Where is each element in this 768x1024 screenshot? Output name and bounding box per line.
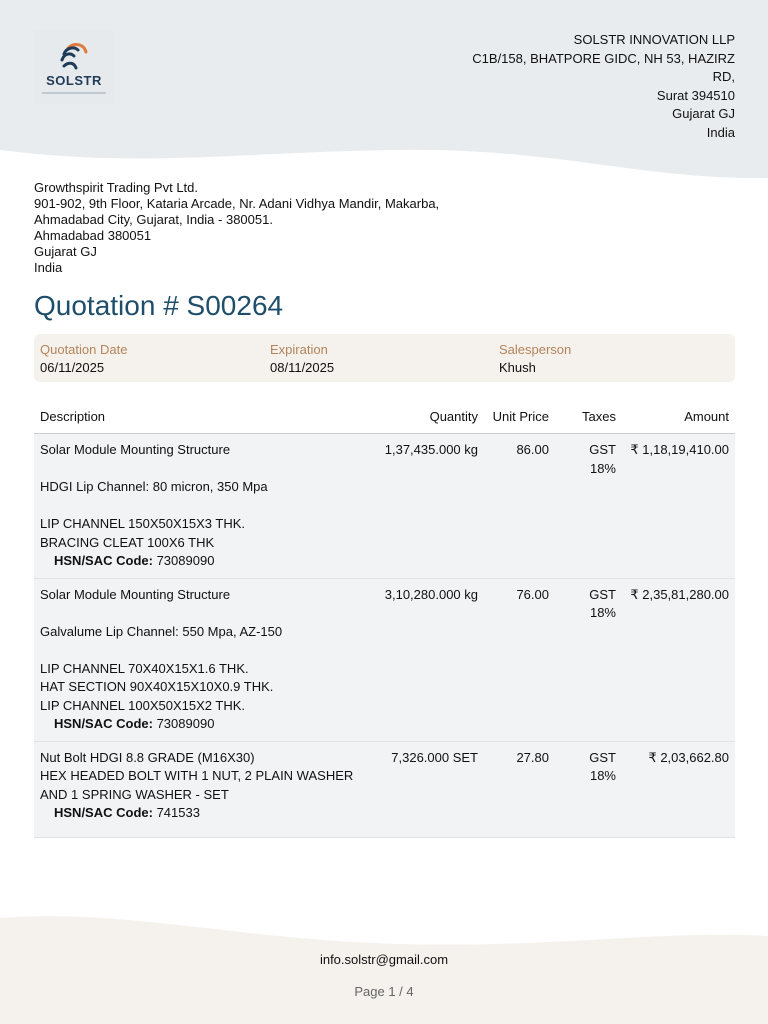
description-line: LIP CHANNEL 70X40X15X1.6 THK. <box>40 660 249 676</box>
header-quantity: Quantity <box>369 400 484 434</box>
logo-text: SOLSTR <box>46 73 102 88</box>
hsn-code <box>40 804 363 823</box>
company-address <box>455 31 735 142</box>
description-line: LIP CHANNEL 100X50X15X2 THK. <box>40 697 245 713</box>
row-quantity: 3,10,280.000 kg <box>369 578 484 741</box>
description-line: Solar Module Mounting Structure <box>40 586 231 602</box>
row-taxes: GST 18% <box>555 434 622 579</box>
expiration-value: 08/11/2025 <box>270 360 335 375</box>
logo-tagline-bar <box>42 92 106 94</box>
hsn-code <box>40 715 363 734</box>
row-unit-price: 27.80 <box>484 741 555 837</box>
header-amount: Amount <box>622 400 735 434</box>
salesperson-block <box>499 341 571 377</box>
row-taxes: GST 18% <box>555 741 622 837</box>
description-line: HAT SECTION 90X40X15X10X0.9 THK. <box>40 679 274 694</box>
row-description <box>34 741 369 837</box>
table-row <box>34 741 735 837</box>
table-row <box>34 578 735 741</box>
customer-address-line2: Ahmadabad City, Gujarat, India - 380051. <box>34 212 273 227</box>
row-amount: ₹ 2,35,81,280.00 <box>622 578 735 741</box>
quotation-date-block <box>40 341 127 377</box>
company-country: India <box>706 124 735 140</box>
description-line: Solar Module Mounting Structure <box>40 442 231 457</box>
customer-address <box>34 180 494 276</box>
customer-country: India <box>34 260 63 275</box>
company-city: Surat 394510 <box>656 87 735 103</box>
page-number: Page 1 / 4 <box>354 984 414 999</box>
sun-swirl-icon <box>54 42 94 74</box>
company-address-line2: RD, <box>712 69 735 84</box>
customer-city: Ahmadabad 380051 <box>34 228 152 243</box>
description-line: BRACING CLEAT 100X6 THK <box>40 534 215 550</box>
hsn-label: HSN/SAC Code: <box>54 553 153 568</box>
description-line: HDGI Lip Channel: 80 micron, 350 Mpa <box>40 479 268 494</box>
header-description: Description <box>34 400 369 434</box>
row-description <box>34 578 369 741</box>
expiration-block <box>270 341 334 377</box>
hsn-value: 741533 <box>156 805 200 820</box>
customer-name: Growthspirit Trading Pvt Ltd. <box>34 180 199 195</box>
header-unit-price: Unit Price <box>484 400 555 434</box>
quotation-date-label: Quotation Date <box>40 342 128 357</box>
customer-state: Gujarat GJ <box>34 244 97 259</box>
description-line <box>40 641 363 660</box>
order-lines-table <box>34 400 735 838</box>
description-line: AND 1 SPRING WASHER - SET <box>40 786 229 802</box>
expiration-label: Expiration <box>270 342 328 357</box>
row-unit-price: 86.00 <box>484 434 555 579</box>
row-unit-price: 76.00 <box>484 578 555 741</box>
table-row <box>34 434 735 579</box>
table-header-row <box>34 400 735 434</box>
quotation-title: Quotation # S00264 <box>34 290 284 321</box>
header-taxes: Taxes <box>555 400 622 434</box>
description-line <box>40 497 363 516</box>
row-quantity: 7,326.000 SET <box>369 741 484 837</box>
hsn-code <box>40 552 363 571</box>
company-state: Gujarat GJ <box>672 106 735 121</box>
salesperson-label: Salesperson <box>499 342 572 357</box>
salesperson-value: Khush <box>499 360 536 375</box>
row-description <box>34 434 369 579</box>
company-address-line1: C1B/158, BHATPORE GIDC, NH 53, HAZIRZ <box>472 50 735 66</box>
description-line: LIP CHANNEL 150X50X15X3 THK. <box>40 516 245 531</box>
footer-email: info.solstr@gmail.com <box>319 952 449 967</box>
hsn-label: HSN/SAC Code: <box>54 716 153 731</box>
company-name: SOLSTR INNOVATION LLP <box>573 32 735 47</box>
customer-address-line1: 901-902, 9th Floor, Kataria Arcade, Nr. Adani Vidhya Mandir, Makarba, <box>34 196 440 211</box>
hsn-label: HSN/SAC Code: <box>54 805 153 820</box>
description-line: Galvalume Lip Channel: 550 Mpa, AZ-150 <box>40 623 283 639</box>
quotation-info-box <box>34 334 735 382</box>
row-quantity: 1,37,435.000 kg <box>369 434 484 579</box>
description-line <box>40 604 363 623</box>
description-line: HEX HEADED BOLT WITH 1 NUT, 2 PLAIN WASHER <box>40 768 354 783</box>
description-line: Nut Bolt HDGI 8.8 GRADE (M16X30) <box>40 749 255 765</box>
company-logo <box>34 30 114 104</box>
footer-wave-background <box>0 910 768 1024</box>
row-amount: ₹ 2,03,662.80 <box>622 741 735 837</box>
quotation-date-value: 06/11/2025 <box>40 360 105 375</box>
row-taxes: GST 18% <box>555 578 622 741</box>
description-line <box>40 460 363 479</box>
hsn-value: 73089090 <box>156 553 215 568</box>
hsn-value: 73089090 <box>156 716 215 731</box>
row-amount: ₹ 1,18,19,410.00 <box>622 434 735 579</box>
